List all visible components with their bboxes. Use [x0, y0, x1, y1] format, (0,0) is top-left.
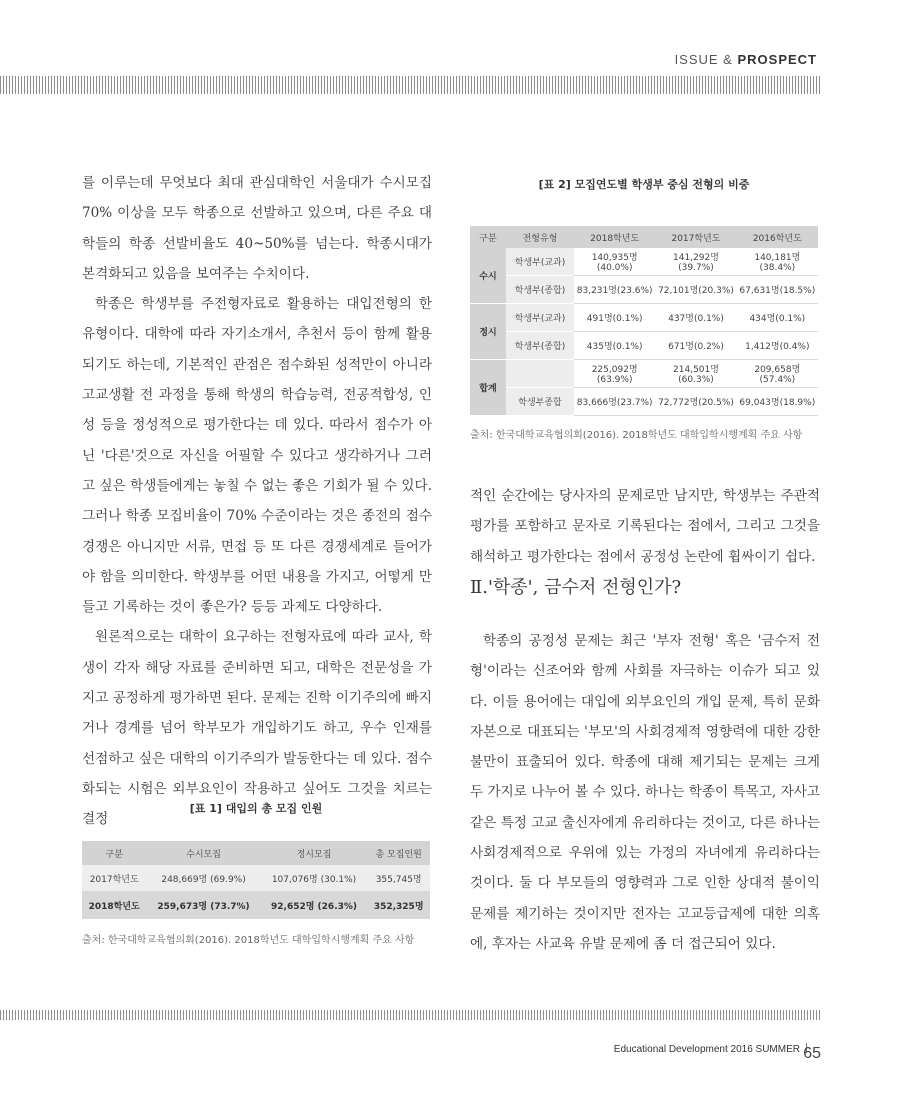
table-row — [470, 276, 818, 304]
table1-source: 출처: 한국대학교육협의회(2016). 2018학년도 대학입학시행계획 주요 사항 — [82, 935, 415, 946]
table1-title: [표 1] 대입의 총 모집 인원 — [189, 802, 323, 815]
table2-header: 전형유형 — [506, 226, 574, 248]
left-paragraph-3: 원론적으로는 대학이 요구하는 전형자료에 따라 교사, 학생이 각자 해당 자료를 준비하면 되고, 대학은 전문성을 가지고 공정하게 평가하면 된다. 문제는 진학 이기주의에 빠지거나 경계를 넘어 학부모가 개입하기도 하고, 우수 인재를 선점하고 싶은 대학의 이기주의가 발동한다는 데 있다. 점수화되는 시험은 외부요인이 작용하고 싶어도 그것을 치르는 결정 — [82, 629, 432, 828]
table2-cell: 학생부(교과) — [506, 304, 574, 332]
table2-source: 출처: 한국대학교육협의회(2016). 2018학년도 대학입학시행계획 주요 사항 — [470, 430, 803, 441]
table2-title: [표 2] 모집연도별 학생부 중심 전형의 비중 — [538, 178, 750, 191]
table1-cell: 248,669명 (69.9%) — [146, 865, 260, 892]
table2-cell: 83,231명(23.6%) — [574, 276, 655, 304]
table2-block — [470, 176, 818, 441]
table2-cell: 141,292명(39.7%) — [655, 248, 736, 276]
table2-cell: 209,658명(57.4%) — [737, 360, 818, 388]
table2-cell: 69,043명(18.9%) — [737, 388, 818, 416]
table2-cell: 491명(0.1%) — [574, 304, 655, 332]
right-paragraph-2: 학종의 공정성 문제는 최근 '부자 전형' 혹은 '금수저 전형'이라는 신조어와 함께 사회를 자극하는 이슈가 되고 있다. 이들 용어에는 대입에 외부요인의 개입 문제, 특히 문화자본으로 대표되는 '부모'의 사회경제적 영향력에 대한 강한 불만이 표출되어 있다. 학종에 대해 제기되는 문제는 크게 두 가지로 나누어 볼 수 있다. 하나는 학종이 특목고, 자사고 같은 특정 고교 출신자에게 유리하다는 것이고, 다른 하나는 사회경제적으로 우위에 있는 가정의 자녀에게 유리하다는 것이다. 둘 다 부모들의 영향력과 그로 인한 상대적 불이익 문제를 제기하는 것이지만 전자는 고교등급제에 대한 의혹에, 후자는 사교육 유발 문제에 좀 더 접근되어 있다. — [470, 633, 820, 952]
table2-cell: 학생부종합 — [506, 388, 574, 416]
table2 — [470, 226, 818, 416]
table2-cell: 140,181명(38.4%) — [737, 248, 818, 276]
table2-cell: 72,101명(20.3%) — [655, 276, 736, 304]
table1-block — [82, 800, 430, 946]
header-label-bold: PROSPECT — [737, 52, 817, 67]
table2-header: 2016학년도 — [737, 226, 818, 248]
table-row — [82, 892, 430, 919]
header-label-regular: ISSUE & — [674, 52, 738, 67]
table1-header: 수시모집 — [146, 841, 260, 865]
table2-header: 2017학년도 — [655, 226, 736, 248]
table-row — [470, 304, 818, 332]
table2-cell: 225,092명(63.9%) — [574, 360, 655, 388]
table1-header: 정시모집 — [261, 841, 368, 865]
right-paragraph-1: 적인 순간에는 당사자의 문제로만 남지만, 학생부는 주관적 평가를 포함하고 문자로 기록된다는 점에서, 그리고 그것을 해석하고 평가한다는 점에서 공정성 논란에 휩싸이기 쉽다. — [470, 488, 820, 565]
left-paragraph-1: 를 이루는데 무엇보다 최대 관심대학인 서울대가 수시모집 70% 이상을 모두 학종으로 선발하고 있으며, 다른 주요 대학들의 학종 선발비율도 40~50%를 넘는다. 학종시대가 본격화되고 있음을 보여주는 수치이다. — [82, 175, 432, 282]
table1-cell: 107,076명 (30.1%) — [261, 865, 368, 892]
table2-cell: 671명(0.2%) — [655, 332, 736, 360]
right-column-section — [470, 626, 820, 959]
table2-group-label: 합계 — [470, 360, 506, 416]
table2-cell — [506, 360, 574, 388]
table2-cell: 72,772명(20.5%) — [655, 388, 736, 416]
table1-header: 구분 — [82, 841, 146, 865]
table2-cell: 140,935명(40.0%) — [574, 248, 655, 276]
header-label — [675, 52, 817, 67]
table-row — [470, 360, 818, 388]
bottom-decorative-rule — [0, 1010, 820, 1020]
table2-cell: 학생부(종합) — [506, 332, 574, 360]
footer-publication — [614, 1043, 813, 1055]
table2-cell: 83,666명(23.7%) — [574, 388, 655, 416]
table1-header: 총 모집인원 — [367, 841, 430, 865]
table2-cell: 1,412명(0.4%) — [737, 332, 818, 360]
table1-cell: 92,652명 (26.3%) — [261, 892, 368, 919]
table2-cell: 67,631명(18.5%) — [737, 276, 818, 304]
table1-cell: 259,673명 (73.7%) — [146, 892, 260, 919]
page-number: 65 — [803, 1045, 821, 1062]
table-row — [470, 332, 818, 360]
left-column — [82, 168, 432, 835]
table2-cell: 214,501명(60.3%) — [655, 360, 736, 388]
table2-header: 구분 — [470, 226, 506, 248]
table1-cell: 2018학년도 — [82, 892, 146, 919]
table1-cell: 355,745명 — [367, 865, 430, 892]
section-heading: Ⅱ.'학종', 금수저 전형인가? — [470, 577, 682, 598]
table2-group-label: 수시 — [470, 248, 506, 304]
left-paragraph-2: 학종은 학생부를 주전형자료로 활용하는 대입전형의 한 유형이다. 대학에 따라 자기소개서, 추천서 등이 함께 활용되기도 하는데, 기본적인 관점은 점수화된 성적만이 아니라 고교생활 전 과정을 통해 학생의 학습능력, 전공적합성, 인성 등을 정성적으로 평가한다는 데 있다. 따라서 점수가 아닌 '다른'것으로 자신을 어필할 수 있다고 생각하거나 그러고 싶은 학생들에게는 놓칠 수 없는 좋은 기회가 될 수 있다. 그러나 학종 모집비율이 70% 수준이라는 것은 종전의 점수경쟁은 아니지만 서류, 면접 등 또 다른 경쟁세계로 들어가야 함을 의미한다. 학생부를 어떤 내용을 가지고, 어떻게 만들고 기록하는 것이 좋은가? 등등 과제도 다양하다. — [82, 296, 432, 616]
table2-cell: 437명(0.1%) — [655, 304, 736, 332]
table2-cell: 학생부(교과) — [506, 248, 574, 276]
table2-group-label: 정시 — [470, 304, 506, 360]
footer-publication-text: Educational Development 2016 SUMMER — [613, 1044, 800, 1055]
table1-cell: 352,325명 — [367, 892, 430, 919]
table2-cell: 학생부(종합) — [506, 276, 574, 304]
table-row — [82, 865, 430, 892]
right-column-continuation — [470, 481, 820, 572]
table2-cell: 434명(0.1%) — [737, 304, 818, 332]
table-row — [470, 388, 818, 416]
table2-cell: 435명(0.1%) — [574, 332, 655, 360]
top-decorative-rule — [0, 76, 820, 94]
table1-cell: 2017학년도 — [82, 865, 146, 892]
table1 — [82, 841, 430, 919]
table2-header: 2018학년도 — [574, 226, 655, 248]
table-row — [470, 248, 818, 276]
